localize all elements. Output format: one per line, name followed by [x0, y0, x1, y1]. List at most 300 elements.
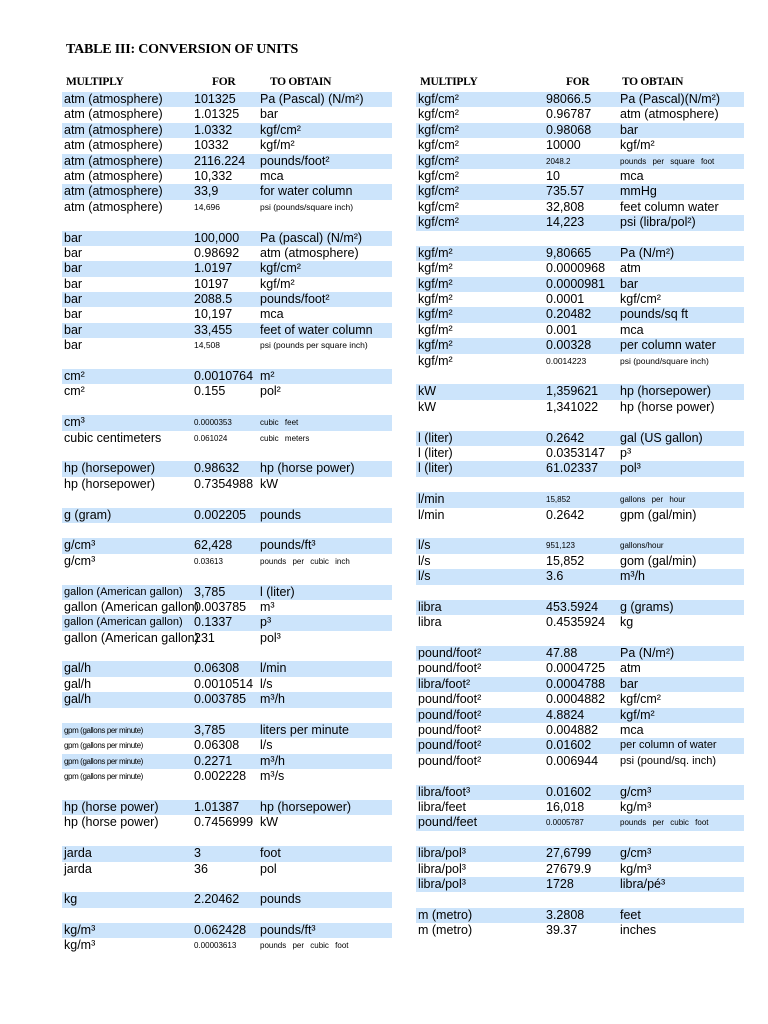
unit-cell: bar [64, 276, 83, 291]
unit-cell: bar [64, 261, 83, 276]
unit-cell: pound/foot² [418, 723, 482, 738]
table-row [416, 431, 744, 446]
unit-cell: l/s [418, 538, 431, 553]
factor-cell: 0.003785 [194, 599, 247, 614]
unit-cell: atm (atmosphere) [64, 138, 163, 153]
result-cell: feet of water column [260, 322, 373, 337]
result-cell: pol² [260, 384, 281, 399]
factor-cell: 3,785 [194, 584, 226, 599]
left-header [62, 76, 392, 90]
unit-cell: gpm (gallons per minute) [64, 756, 143, 766]
unit-cell: atm (atmosphere) [64, 168, 163, 183]
table-row [62, 538, 392, 553]
factor-cell: 0.06308 [194, 661, 240, 676]
factor-cell: 0.2642 [546, 430, 585, 445]
table-row [62, 138, 392, 153]
factor-cell: 0.0004725 [546, 661, 606, 676]
result-cell: mca [620, 168, 644, 183]
result-cell: pol [260, 861, 277, 876]
unit-cell: kgf/cm² [418, 107, 459, 122]
table-row [416, 692, 744, 707]
factor-cell: 33,9 [194, 184, 219, 199]
unit-cell: bar [64, 230, 83, 245]
table-row [62, 585, 392, 600]
factor-cell: 0.00328 [546, 338, 592, 353]
result-cell: kW [260, 815, 279, 830]
table-row [416, 154, 744, 169]
unit-cell: kgf/cm² [418, 153, 459, 168]
unit-cell: g/cm³ [64, 538, 96, 553]
factor-cell: 0.1337 [194, 615, 233, 630]
table-row [416, 754, 744, 769]
table-row [416, 708, 744, 723]
factor-cell: 0.20482 [546, 307, 592, 322]
table-row [416, 138, 744, 153]
result-cell: pounds per cubic foot [620, 818, 709, 828]
factor-cell: 10 [546, 168, 560, 183]
result-cell: Pa (N/m²) [620, 646, 675, 661]
factor-cell: 3,785 [194, 723, 226, 738]
table-row [62, 508, 392, 523]
result-cell: Pa (Pascal) (N/m²) [260, 92, 364, 106]
table-row [62, 323, 392, 338]
unit-cell: pound/foot² [418, 738, 482, 753]
factor-cell: 16,018 [546, 799, 585, 814]
table-row [416, 354, 744, 369]
result-cell: kgf/m² [260, 276, 295, 291]
result-cell: g/cm³ [620, 784, 652, 799]
factor-cell: 15,852 [546, 495, 571, 505]
factor-cell: 0.0000968 [546, 261, 606, 276]
row-spacer [416, 523, 744, 538]
table-row [62, 200, 392, 215]
factor-cell: 10000 [546, 138, 581, 153]
table-row [62, 431, 392, 446]
result-cell: kgf/cm² [620, 692, 661, 707]
unit-cell: kgf/cm² [418, 138, 459, 153]
unit-cell: bar [64, 245, 83, 260]
result-cell: liters per minute [260, 723, 349, 738]
result-cell: kgf/cm² [260, 261, 301, 276]
right-table [416, 92, 744, 938]
factor-cell: 0.002205 [194, 507, 247, 522]
result-cell: kgf/cm² [620, 292, 661, 307]
row-spacer [62, 523, 392, 538]
table-row [62, 369, 392, 384]
result-cell: g (grams) [620, 599, 674, 614]
table-row [416, 738, 744, 753]
result-cell: pol³ [260, 630, 281, 645]
result-cell: pounds/ft³ [260, 923, 316, 938]
table-row [62, 661, 392, 676]
result-cell: bar [620, 276, 639, 291]
result-cell: mca [620, 322, 644, 337]
row-spacer [416, 477, 744, 492]
unit-cell: libra/pol³ [418, 861, 466, 876]
left-table [62, 92, 392, 954]
table-row [62, 892, 392, 907]
table-row [416, 169, 744, 184]
result-cell: inches [620, 923, 657, 938]
table-row [416, 277, 744, 292]
unit-cell: kgf/m² [418, 261, 453, 276]
unit-cell: bar [64, 307, 83, 322]
row-spacer [62, 785, 392, 800]
header-for: FOR [212, 76, 236, 88]
factor-cell: 2.20462 [194, 892, 240, 907]
row-spacer [416, 369, 744, 384]
unit-cell: kgf/cm² [418, 199, 459, 214]
table-row [416, 123, 744, 138]
factor-cell: 0.2271 [194, 753, 233, 768]
row-spacer [62, 908, 392, 923]
result-cell: Pa (N/m²) [620, 245, 675, 260]
factor-cell: 0.0001 [546, 292, 585, 307]
factor-cell: 0.0004882 [546, 692, 606, 707]
table-row [416, 292, 744, 307]
result-cell: bar [620, 676, 639, 691]
factor-cell: 9,80665 [546, 245, 592, 260]
unit-cell: atm (atmosphere) [64, 153, 163, 168]
factor-cell: 0.003785 [194, 692, 247, 707]
unit-cell: gpm (gallons per minute) [64, 772, 143, 782]
unit-cell: gal/h [64, 692, 92, 707]
factor-cell: 2088.5 [194, 292, 233, 307]
table-row [62, 677, 392, 692]
row-spacer [62, 569, 392, 584]
unit-cell: libra/pol³ [418, 846, 466, 861]
result-cell: gpm (gal/min) [620, 507, 697, 522]
result-cell: p³ [260, 615, 272, 630]
result-cell: Pa (pascal) (N/m²) [260, 230, 363, 245]
result-cell: psi (pounds/square inch) [260, 201, 354, 212]
factor-cell: 0.0014223 [546, 355, 587, 366]
unit-cell: pound/foot² [418, 692, 482, 707]
factor-cell: 0.0005787 [546, 818, 584, 828]
factor-cell: 735.57 [546, 184, 585, 199]
row-spacer [62, 400, 392, 415]
unit-cell: kgf/m² [418, 353, 453, 368]
unit-cell: l/s [418, 553, 431, 568]
unit-cell: kgf/m² [418, 338, 453, 353]
row-spacer [416, 231, 744, 246]
unit-cell: cm² [64, 384, 85, 399]
row-spacer [62, 215, 392, 230]
factor-cell: 1.01387 [194, 799, 240, 814]
row-spacer [416, 831, 744, 846]
table-row [62, 923, 392, 938]
unit-cell: kgf/m² [418, 276, 453, 291]
table-row [62, 631, 392, 646]
unit-cell: l/min [418, 492, 445, 507]
unit-cell: hp (horse power) [64, 799, 159, 814]
result-cell: l/s [260, 676, 273, 691]
factor-cell: 0.03613 [194, 556, 223, 566]
result-cell: l/min [260, 661, 287, 676]
table-row [62, 246, 392, 261]
result-cell: feet column water [620, 199, 719, 214]
unit-cell: gal/h [64, 661, 92, 676]
unit-cell: bar [64, 322, 83, 337]
factor-cell: 0.004882 [546, 723, 599, 738]
factor-cell: 1728 [546, 876, 574, 891]
table-row [416, 215, 744, 230]
unit-cell: cm² [64, 369, 85, 384]
page-title: TABLE III: CONVERSION OF UNITS [66, 42, 299, 57]
row-spacer [62, 446, 392, 461]
table-row [62, 169, 392, 184]
unit-cell: hp (horse power) [64, 815, 159, 830]
result-cell: gallons per hour [620, 495, 686, 505]
table-row [416, 723, 744, 738]
result-cell: g/cm³ [620, 846, 652, 861]
unit-cell: kgf/cm² [418, 168, 459, 183]
factor-cell: 0.4535924 [546, 615, 606, 630]
factor-cell: 0.2642 [546, 507, 585, 522]
result-cell: p³ [620, 445, 632, 460]
result-cell: kgf/m² [260, 138, 295, 153]
factor-cell: 0.98632 [194, 461, 240, 476]
table-row [62, 107, 392, 122]
factor-cell: 14,696 [194, 201, 220, 212]
factor-cell: 0.0000353 [194, 418, 232, 428]
table-row [416, 184, 744, 199]
result-cell: feet [620, 907, 641, 922]
result-cell: pounds/foot² [260, 153, 330, 168]
factor-cell: 0.01602 [546, 738, 592, 753]
result-cell: mca [260, 168, 284, 183]
factor-cell: 0.006944 [546, 753, 599, 768]
row-spacer [62, 877, 392, 892]
unit-cell: libra [418, 599, 442, 614]
result-cell: psi (pound/sq. inch) [620, 754, 716, 767]
result-cell: atm (atmosphere) [260, 245, 359, 260]
table-row [62, 800, 392, 815]
factor-cell: 4.8824 [546, 707, 585, 722]
factor-cell: 3.2808 [546, 907, 585, 922]
result-cell: pounds [260, 507, 302, 522]
table-row [62, 415, 392, 430]
factor-cell: 1,359621 [546, 384, 599, 399]
result-cell: mmHg [620, 184, 657, 199]
table-row [416, 508, 744, 523]
result-cell: hp (horsepower) [620, 384, 712, 399]
table-row [416, 661, 744, 676]
factor-cell: 1.0197 [194, 261, 233, 276]
unit-cell: gallon (American gallon) [64, 630, 199, 645]
result-cell: bar [260, 107, 279, 122]
table-row [62, 261, 392, 276]
result-cell: m³/h [260, 753, 285, 768]
unit-cell: gpm (gallons per minute) [64, 741, 143, 751]
factor-cell: 15,852 [546, 553, 585, 568]
unit-cell: kgf/cm² [418, 184, 459, 199]
table-row [416, 446, 744, 461]
table-row [416, 569, 744, 584]
table-row [62, 338, 392, 353]
unit-cell: atm (atmosphere) [64, 92, 163, 106]
result-cell: kg/m³ [620, 861, 652, 876]
table-row [416, 384, 744, 399]
result-cell: gal (US gallon) [620, 430, 703, 445]
result-cell: pol³ [620, 461, 641, 476]
factor-cell: 0.01602 [546, 784, 592, 799]
factor-cell: 33,455 [194, 322, 233, 337]
factor-cell: 62,428 [194, 538, 233, 553]
row-spacer [416, 769, 744, 784]
factor-cell: 0.0353147 [546, 445, 606, 460]
table-row [62, 738, 392, 753]
factor-cell: 2116.224 [194, 153, 246, 168]
table-row [416, 615, 744, 630]
result-cell: psi (pound/square inch) [620, 355, 709, 366]
table-row [62, 846, 392, 861]
row-spacer [416, 892, 744, 907]
result-cell: psi (pounds per square inch) [260, 340, 368, 351]
factor-cell: 0.001 [546, 322, 578, 337]
unit-cell: bar [64, 338, 83, 353]
result-cell: pounds/foot² [260, 292, 330, 307]
table-row [416, 862, 744, 877]
table-row [416, 800, 744, 815]
table-row [62, 815, 392, 830]
result-cell: kgf/m² [620, 707, 655, 722]
factor-cell: 14,508 [194, 340, 220, 351]
result-cell: atm (atmosphere) [620, 107, 719, 122]
unit-cell: l (liter) [418, 430, 453, 445]
table-row [62, 231, 392, 246]
table-row [416, 400, 744, 415]
result-cell: gom (gal/min) [620, 553, 697, 568]
factor-cell: 2048.2 [546, 156, 571, 166]
result-cell: cubic meters [260, 433, 310, 443]
factor-cell: 36 [194, 861, 208, 876]
factor-cell: 14,223 [546, 215, 585, 230]
row-spacer [62, 708, 392, 723]
table-row [62, 292, 392, 307]
unit-cell: gallon (American gallon) [64, 585, 183, 598]
table-row [62, 307, 392, 322]
factor-cell: 3.6 [546, 569, 564, 584]
result-cell: libra/pé³ [620, 876, 666, 891]
table-row [416, 323, 744, 338]
factor-cell: 0.0000981 [546, 276, 606, 291]
table-row [416, 338, 744, 353]
unit-cell: kg/m³ [64, 923, 96, 938]
unit-cell: l/min [418, 507, 445, 522]
table-row [62, 184, 392, 199]
unit-cell: pound/foot² [418, 707, 482, 722]
row-spacer [62, 492, 392, 507]
unit-cell: l/s [418, 569, 431, 584]
result-cell: mca [620, 723, 644, 738]
unit-cell: kgf/cm² [418, 122, 459, 137]
result-cell: atm [620, 261, 641, 276]
unit-cell: kgf/cm² [418, 92, 459, 106]
factor-cell: 0.0004788 [546, 676, 606, 691]
row-spacer [416, 631, 744, 646]
table-row [62, 384, 392, 399]
result-cell: pounds/ft³ [260, 538, 316, 553]
table-row [62, 615, 392, 630]
result-cell: gallons/hour [620, 541, 664, 551]
table-row [416, 92, 744, 107]
table-row [416, 923, 744, 938]
unit-cell: kgf/m² [418, 245, 453, 260]
table-row [416, 815, 744, 830]
table-row [416, 600, 744, 615]
table-row [416, 538, 744, 553]
result-cell: m³ [260, 599, 275, 614]
factor-cell: 0.061024 [194, 433, 228, 443]
result-cell: for water column [260, 184, 353, 199]
unit-cell: cubic centimeters [64, 430, 162, 445]
table-row [416, 246, 744, 261]
header-multiply: MULTIPLY [420, 76, 478, 88]
result-cell: foot [260, 846, 281, 861]
factor-cell: 10332 [194, 138, 229, 153]
factor-cell: 10197 [194, 276, 229, 291]
result-cell: kgf/m² [620, 138, 655, 153]
unit-cell: gal/h [64, 676, 92, 691]
row-spacer [62, 831, 392, 846]
unit-cell: hp (horsepower) [64, 461, 156, 476]
right-column [416, 76, 744, 938]
factor-cell: 100,000 [194, 230, 240, 245]
table-row [416, 461, 744, 476]
row-spacer [62, 354, 392, 369]
table-row [416, 554, 744, 569]
row-spacer [416, 585, 744, 600]
unit-cell: libra/foot² [418, 676, 471, 691]
result-cell: m² [260, 369, 275, 384]
result-cell: cubic feet [260, 418, 299, 428]
result-cell: l (liter) [260, 584, 295, 599]
table-row [62, 692, 392, 707]
factor-cell: 27,6799 [546, 846, 592, 861]
factor-cell: 0.002228 [194, 769, 247, 784]
result-cell: kgf/cm² [260, 122, 301, 137]
result-cell: pounds per cubic inch [260, 556, 350, 566]
factor-cell: 61.02337 [546, 461, 599, 476]
table-row [62, 554, 392, 569]
unit-cell: atm (atmosphere) [64, 199, 163, 214]
table-row [416, 492, 744, 507]
unit-cell: atm (atmosphere) [64, 184, 163, 199]
unit-cell: g (gram) [64, 507, 112, 522]
result-cell: l/s [260, 738, 273, 753]
factor-cell: 1.0332 [194, 122, 233, 137]
factor-cell: 0.0010764 [194, 369, 254, 384]
factor-cell: 0.7354988 [194, 476, 254, 491]
factor-cell: 1,341022 [546, 399, 599, 414]
unit-cell: jarda [64, 846, 92, 861]
result-cell: hp (horse power) [260, 461, 355, 476]
unit-cell: kgf/m² [418, 292, 453, 307]
factor-cell: 231 [194, 630, 215, 645]
factor-cell: 951,123 [546, 541, 575, 551]
result-cell: Pa (Pascal)(N/m²) [620, 92, 721, 106]
table-row [416, 677, 744, 692]
table-row [416, 107, 744, 122]
table-row [62, 277, 392, 292]
result-cell: kg/m³ [620, 799, 652, 814]
unit-cell: l (liter) [418, 445, 453, 460]
result-cell: hp (horsepower) [260, 799, 352, 814]
header-multiply: MULTIPLY [66, 76, 124, 88]
header-to-obtain: TO OBTAIN [622, 76, 684, 88]
table-row [62, 769, 392, 784]
